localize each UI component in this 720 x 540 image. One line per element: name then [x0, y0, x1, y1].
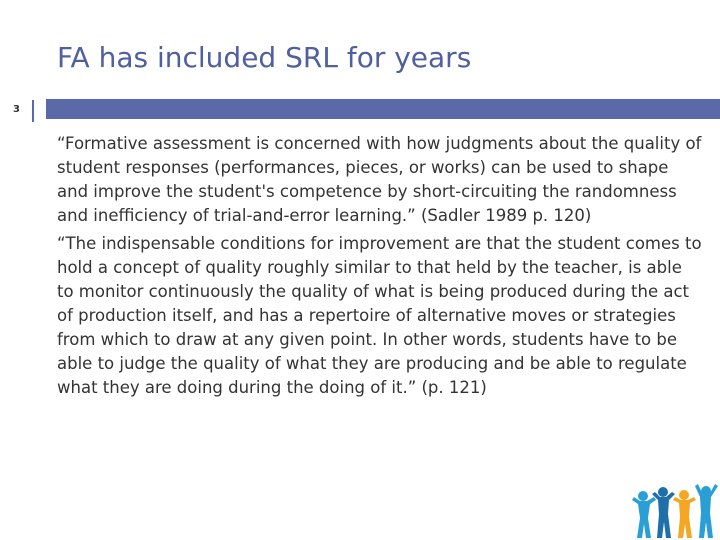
person-figure-2	[652, 487, 675, 538]
person-figure-1	[632, 491, 656, 538]
person-figure-4	[695, 484, 718, 538]
people-logo-icon	[630, 482, 720, 540]
slide-content	[57, 132, 702, 404]
quote-paragraph-2: “The indispensable conditions for improvement are that the student comes to hold a concept of quality roughly similar to that held by the teacher, is able to monitor continuously the quality of what is being produced during the act of production itself, and has a repertoire of alternative moves or strategies from which to draw at any given point. In other words, students have to be able to judge the quality of what they are producing and be able to regulate what they are doing during the doing of it.” (p. 121)	[57, 234, 702, 397]
person-figure-3	[673, 490, 696, 538]
quote-paragraph-1: “Formative assessment is concerned with how judgments about the quality of student responses (performances, pieces, or works) can be used to shape and improve the student's competence by short-circuiting the randomness and inefficiency of trial-and-error learning.” (Sadler 1989 p. 120)	[57, 134, 702, 225]
slide-title: FA has included SRL for years	[57, 41, 472, 74]
title-divider-bar	[46, 99, 720, 119]
slide-number: 3	[13, 104, 20, 115]
